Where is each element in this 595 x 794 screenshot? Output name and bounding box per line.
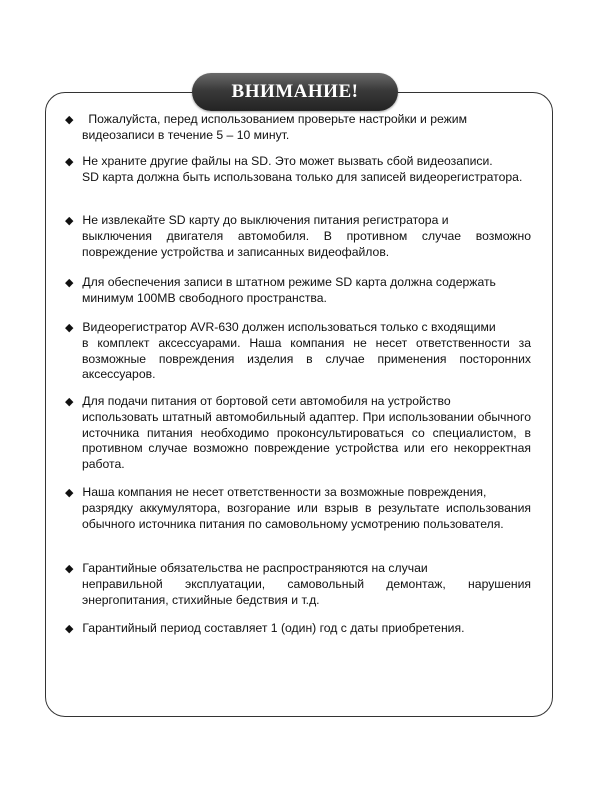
item-rest: в комплект аксессуарами. Наша компания не несет ответственности за возможные повреждения изделия в случае применения посторонних аксессуаров. (82, 336, 531, 382)
diamond-bullet-icon: ◆ (65, 114, 74, 126)
item-first-line: Видеорегистратор AVR-630 должен использоваться только с входящими (82, 320, 496, 334)
list-item (65, 275, 531, 307)
item-first-line: Гарантийный период составляет 1 (один) год с даты приобретения. (82, 621, 465, 635)
diamond-bullet-icon: ◆ (65, 215, 74, 227)
title-banner (192, 73, 398, 111)
diamond-bullet-icon: ◆ (65, 277, 74, 289)
list-item (65, 561, 531, 608)
item-rest: разрядку аккумулятора, возгорание или взрыв в результате использования обычного источника питания по самовольному усмотрению пользователя. (82, 501, 531, 531)
diamond-bullet-icon: ◆ (65, 623, 74, 635)
diamond-bullet-icon: ◆ (65, 563, 74, 575)
item-first-line: Для подачи питания от бортовой сети автомобиля на устройство (82, 394, 451, 408)
item-first-line: Не извлекайте SD карту до выключения питания регистратора и (82, 213, 449, 227)
item-rest: минимум 100MB свободного пространства. (82, 291, 327, 306)
list-item (65, 154, 531, 186)
list-item (65, 213, 531, 260)
list-item (65, 485, 531, 532)
list-item (65, 621, 531, 637)
item-first-line: Не храните другие файлы на SD. Это может вызвать сбой видеозаписи. (82, 154, 493, 168)
diamond-bullet-icon: ◆ (65, 156, 74, 168)
item-first-line: Наша компания не несет ответственности за возможные повреждения, (82, 485, 487, 499)
item-rest: неправильной эксплуатации, самовольный демонтаж, нарушения энергопитания, стихийные бедствия и т.д. (82, 577, 531, 607)
diamond-bullet-icon: ◆ (65, 487, 74, 499)
list-item (65, 112, 531, 144)
diamond-bullet-icon: ◆ (65, 396, 74, 408)
item-rest: SD карта должна быть использована только для записей видеорегистратора. (82, 170, 523, 185)
item-rest: видеозаписи в течение 5 – 10 минут. (82, 128, 290, 143)
list-item (65, 320, 531, 383)
item-first-line: Для обеспечения записи в штатном режиме SD карта должна содержать (82, 275, 496, 289)
page-title: ВНИМАНИЕ! (231, 81, 359, 102)
item-first-line: Гарантийные обязательства не распространяются на случаи (82, 561, 428, 575)
item-rest: использовать штатный автомобильный адаптер. При использовании обычного источника питания необходимо проконсультироваться со специалистом, в противном случае возможно повреждение устройства или его некорректная работа. (82, 410, 531, 471)
item-first-line: Пожалуйста, перед использованием проверьте настройки и режим (88, 112, 467, 126)
diamond-bullet-icon: ◆ (65, 322, 74, 334)
item-rest: выключения двигателя автомобиля. В противном случае возможно повреждение устройства и записанных видеофайлов. (82, 229, 531, 259)
list-item (65, 394, 531, 472)
